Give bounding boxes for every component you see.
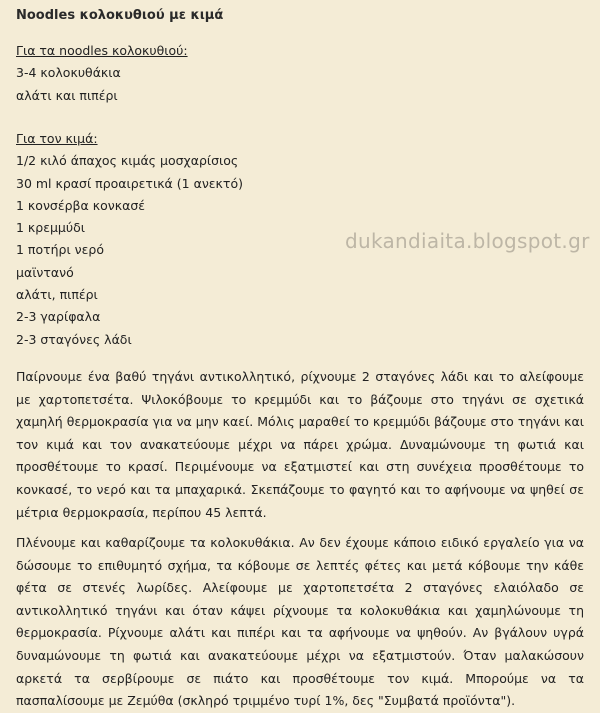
ingredient-item: 1/2 κιλό άπαχος κιμάς μοσχαρίσιος (16, 153, 239, 169)
mince-ingredients-heading: Για τον κιμά: (16, 131, 98, 146)
zucchini-instructions: Πλένουμε και καθαρίζουμε τα κολοκυθάκια. Αν δεν έχουμε κάποιο ειδικό εργαλείο για να δώσουμε το επιθυμητό σχήμα, τα κόβουμε σε λεπτές φέτες και μετά κόβουμε την κάθε φέτα σε στενές λωρίδες. Αλείφουμε με χαρτοπετσέτα 2 σταγόνες ελαιόλαδο σε αντικολλητικό τηγάνι και όταν κάψει ρίχνουμε τα κολοκυθάκια και χαμηλώνουμε τη θερμοκρασία. Ρίχνουμε αλάτι και πιπέρι και τα αφήνουμε να ψηθούν. Αν βγάλουν υγρά δυναμώνουμε τη φωτιά και ανακατεύουμε μέχρι να εξατμιστούν. Όταν μαλακώσουν αρκετά τα σερβίρουμε σε πιάτο και προσθέτουμε τον κιμά. Μπορούμε να τα πασπαλίσουμε με Ζεμύθα (σκληρό τριμμένο τυρί 1%, δες "Συμβατά προϊόντα"). (16, 535, 584, 709)
zucchini-ingredients-heading: Για τα noodles κολοκυθιού: (16, 43, 188, 58)
mince-instructions: Παίρνουμε ένα βαθύ τηγάνι αντικολλητικό, ρίχνουμε 2 σταγόνες λάδι και το αλείφουμε με χαρτοπετσέτα. Ψιλοκόβουμε το κρεμμύδι και το βάζουμε στο τηγάνι σε σχετικά χαμηλή θερμοκρασία για να μην καεί. Μόλις μαραθεί το κρεμμύδι βάζουμε στο τηγάνι και τον κιμά και τον ανακατεύουμε μέχρι να πάρει χρώμα. Δυναμώνουμε τη φωτιά και προσθέτουμε το κρασί. Περιμένουμε να εξατμιστεί και στη συνέχεια προσθέτουμε το κονκασέ, το νερό και τα μπαχαρικά. Σκεπάζουμε το φαγητό και το αφήνουμε να ψηθεί σε μέτρια θερμοκρασία, περίπου 45 λεπτά. (16, 369, 584, 520)
blog-watermark: dukandiaita.blogspot.gr (345, 229, 590, 253)
zucchini-ingredients (16, 40, 188, 107)
ingredient-item: 2-3 σταγόνες λάδι (16, 331, 132, 347)
ingredient-item: 2-3 γαρίφαλα (16, 309, 101, 325)
recipe-title: Noodles κολοκυθιού με κιμά (16, 8, 224, 23)
ingredient-item: αλάτι και πιπέρι (16, 87, 118, 103)
ingredient-item: 1 ποτήρι νερό (16, 242, 105, 258)
ingredient-item: αλάτι, πιπέρι (16, 287, 98, 303)
ingredient-item: μαϊντανό (16, 264, 74, 280)
ingredient-item: 3-4 κολοκυθάκια (16, 65, 121, 81)
ingredient-item: 1 κονσέρβα κονκασέ (16, 197, 146, 213)
ingredient-item: 1 κρεμμύδι (16, 220, 86, 236)
mince-ingredients (16, 128, 243, 351)
ingredient-item: 30 ml κρασί προαιρετικά (1 ανεκτό) (16, 175, 243, 191)
